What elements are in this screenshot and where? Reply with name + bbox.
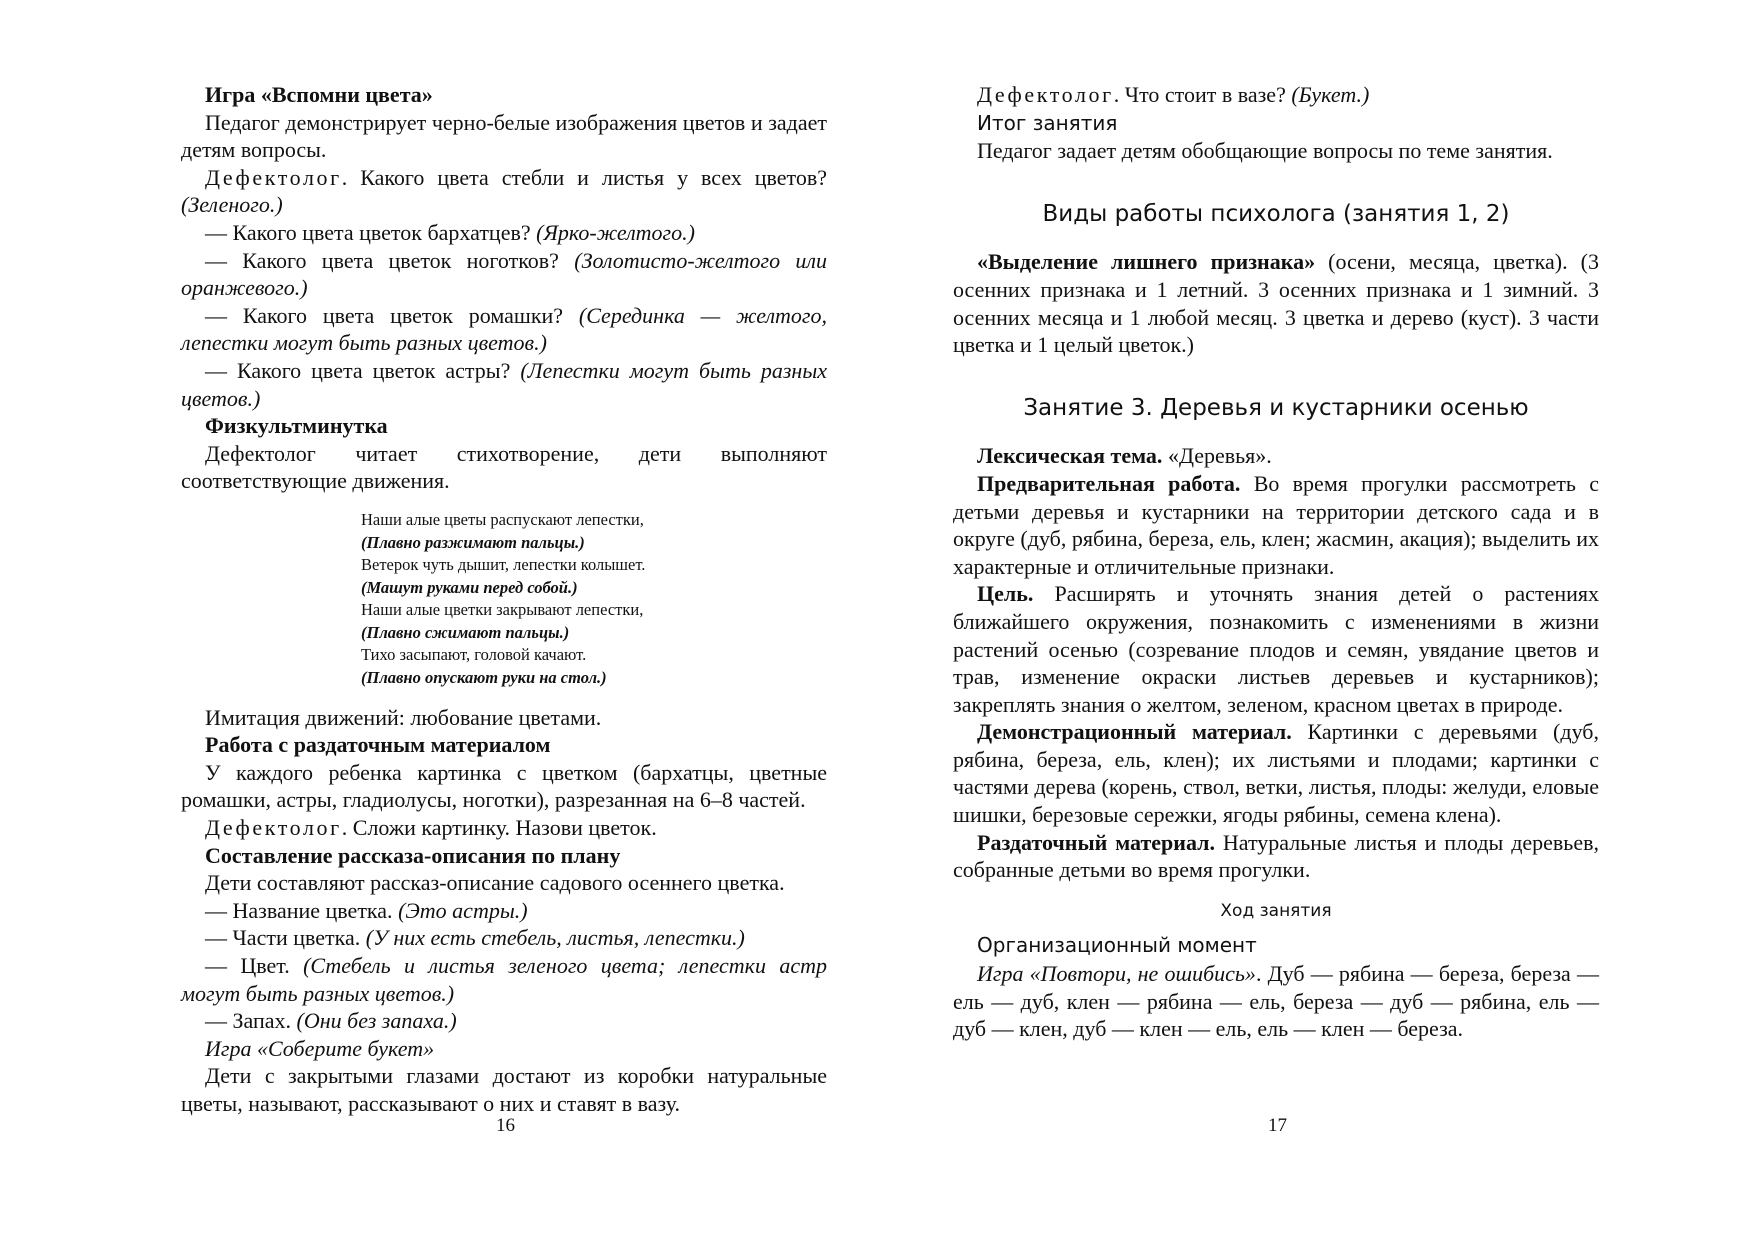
text-run: Дефектолог читает стихотворение, дети выполняют соответствующие движения. [181,440,827,494]
paragraph [181,952,827,1007]
text-run: У каждого ребенка картинка с цветком (бархатцы, цветные ромашки, астры, гладиолусы, ноготки), разрезанная на 6–8 частей. [181,759,827,813]
paragraph [181,302,827,357]
paragraph [181,440,827,495]
text-run: Во время прогулки рассмотреть с детьми деревья и кустарники на территории детского сада и в округе (дуб, рябина, береза, ель, клен; жасмин, акация); выделить их характерные и отличительные признаки. [953,470,1600,579]
text-run: Картинки с деревьями (дуб, рябина, береза, ель, клен); их листьями и плодами; картинки с частями дерева (корень, ствол, ветки, листья, плоды: желуди, еловые шишки, березовые сережки, ягоды рябины, семена клена). [953,719,1599,828]
text-run: Игра «Соберите букет» [205,1035,435,1061]
text-run: (осени, месяца, цветка). (3 осенних признака и 1 летний. 3 осенних признака и 1 зимний. 3 осенних месяца и 1 любой месяц. 3 цветка и дерево (куст). 3 части цветка и 1 целый цветок.) [953,249,1600,358]
poem-line: Наши алые цветы распускают лепестки, [361,509,644,529]
text-run: Натуральные листья и плоды деревьев, собранные детьми во время прогулки. [953,829,1599,883]
paragraph [181,1062,827,1117]
text-run: (Это астры.) [398,897,528,923]
paragraph [181,109,827,164]
text-run: (Серединка — желтого, лепестки могут быть разных цветов.) [181,302,828,356]
text-run: . Сложи картинку. Назови цветок. [341,815,657,841]
text-run: — Цвет. [205,953,304,978]
paragraph [181,1035,827,1063]
paragraph [181,357,827,412]
subheading [953,898,1599,926]
paragraph [181,814,827,842]
paragraph [953,931,1599,960]
text-run: . Что стоит в вазе? [1113,82,1292,107]
text-run: Организационный момент [977,933,1257,958]
page-number-right: 17 [1268,1115,1287,1136]
text-run: . Какого цвета стебли и листья у всех цветов? [341,164,827,190]
text-run: Дети с закрытыми глазами достают из коробки натуральные цветы, называют, рассказывают о них и ставят в вазу. [181,1063,827,1116]
text-run: Итог занятия [977,110,1118,135]
paragraph [181,704,827,732]
text-run: (Букет.) [1291,82,1370,107]
text-run: Раздаточный материал. [977,829,1215,855]
text-run: Занятие 3. Деревья и кустарники осенью [1023,394,1529,421]
paragraph [181,412,827,440]
text-run: Ход занятия [1220,900,1332,921]
text-run: — Какого цвета цветок ноготков? [205,247,575,273]
paragraph [953,109,1599,138]
paragraph [181,897,827,925]
section-heading [953,201,1599,229]
text-run: Физкультминутка [205,413,388,439]
paragraph [181,219,827,247]
poem-line: Наши алые цветки закрывают лепестки, [361,600,644,620]
text-run: Виды работы психолога (занятия 1, 2) [1042,200,1510,227]
left-page [181,81,827,1118]
text-run: — Название цветка. [205,897,399,923]
poem-line: (Плавно опускают руки на стол.) [361,668,607,688]
text-run: (Ярко-желтого.) [536,219,695,245]
paragraph [953,580,1599,718]
text-run: Расширять и уточнять знания детей о растениях ближайшего окружения, познакомить с изменениями в жизни растений осенью (созревание плодов и семян, увядание цветов и трав, изменение окраски листьев деревьев и кустарников); закреплять знания о желтом, зеленом, красном цветах в природе. [953,581,1599,717]
poem-line: (Машут руками перед собой.) [361,577,578,597]
paragraph [181,731,827,759]
paragraph [953,829,1599,884]
paragraph [953,960,1599,1043]
text-run: Игра «Вспомни цвета» [205,82,433,107]
text-run: «Деревья». [1162,443,1272,469]
paragraph [953,470,1599,580]
text-run: Дети составляют рассказ-описание садового осеннего цветка. [205,870,785,896]
paragraph [181,1007,827,1035]
text-run: — Какого цвета цветок астры? [205,357,521,383]
paragraph [181,247,827,302]
text-run: Предварительная работа. [977,470,1241,496]
text-run: Педагог задает детям обобщающие вопросы по теме занятия. [977,138,1553,164]
poem [361,509,827,690]
text-run: Игра «Повтори, не ошибись» [977,961,1256,987]
paragraph [953,81,1599,109]
text-run: (У них есть стебель, листья, лепестки.) [365,925,745,951]
text-run: (Стебель и листья зеленого цвета; лепестки астр могут быть разных цветов.) [181,953,827,1006]
paragraph [953,137,1599,165]
paragraph [181,924,827,952]
page-number-left: 16 [496,1115,515,1136]
text-run: — Части цветка. [205,925,366,951]
text-run: «Выделение лишнего признака» [977,249,1316,275]
poem-line: Ветерок чуть дышит, лепестки колышет. [361,555,646,575]
text-run: Лексическая тема. [977,443,1163,469]
paragraph [181,81,827,109]
paragraph [953,718,1599,828]
text-run: — Какого цвета цветок ромашки? [205,302,579,328]
paragraph [953,248,1599,358]
text-run: . Дуб — рябина — береза, береза — ель — дуб, клен — рябина — ель, береза — дуб — рябина, ель — дуб — клен, дуб — клен — ель, ель — клен — береза. [953,961,1599,1042]
text-run: Составление рассказа-описания по плану [205,842,621,868]
text-run: — Какого цвета цветок бархатцев? [205,219,537,245]
paragraph [181,759,827,814]
paragraph [953,442,1599,470]
text-run: Дефектолог [205,164,342,190]
text-run: Дефектолог [977,82,1114,107]
text-run: (Они без запаха.) [296,1008,457,1034]
text-run: Демонстрационный материал. [977,719,1292,745]
paragraph [181,869,827,897]
paragraph [181,164,827,219]
text-run: Педагог демонстрирует черно-белые изображения цветов и задает детям вопросы. [181,109,827,163]
text-run: Имитация движений: любование цветами. [205,704,602,730]
text-run: (Золотисто-желтого или оранжевого.) [181,247,827,301]
poem-line: Тихо засыпают, головой качают. [361,645,587,665]
poem-line: (Плавно сжимают пальцы.) [361,622,570,642]
paragraph [181,842,827,870]
text-run: Цель. [977,581,1034,607]
text-run: Дефектолог [205,815,342,841]
text-run: Работа с раздаточным материалом [205,732,551,758]
section-heading [953,395,1599,423]
text-run: (Лепестки могут быть разных цветов.) [181,357,827,411]
right-page [953,81,1599,1043]
text-run: (Зеленого.) [181,192,283,218]
text-run: — Запах. [205,1008,297,1034]
poem-line: (Плавно разжимают пальцы.) [361,532,585,552]
